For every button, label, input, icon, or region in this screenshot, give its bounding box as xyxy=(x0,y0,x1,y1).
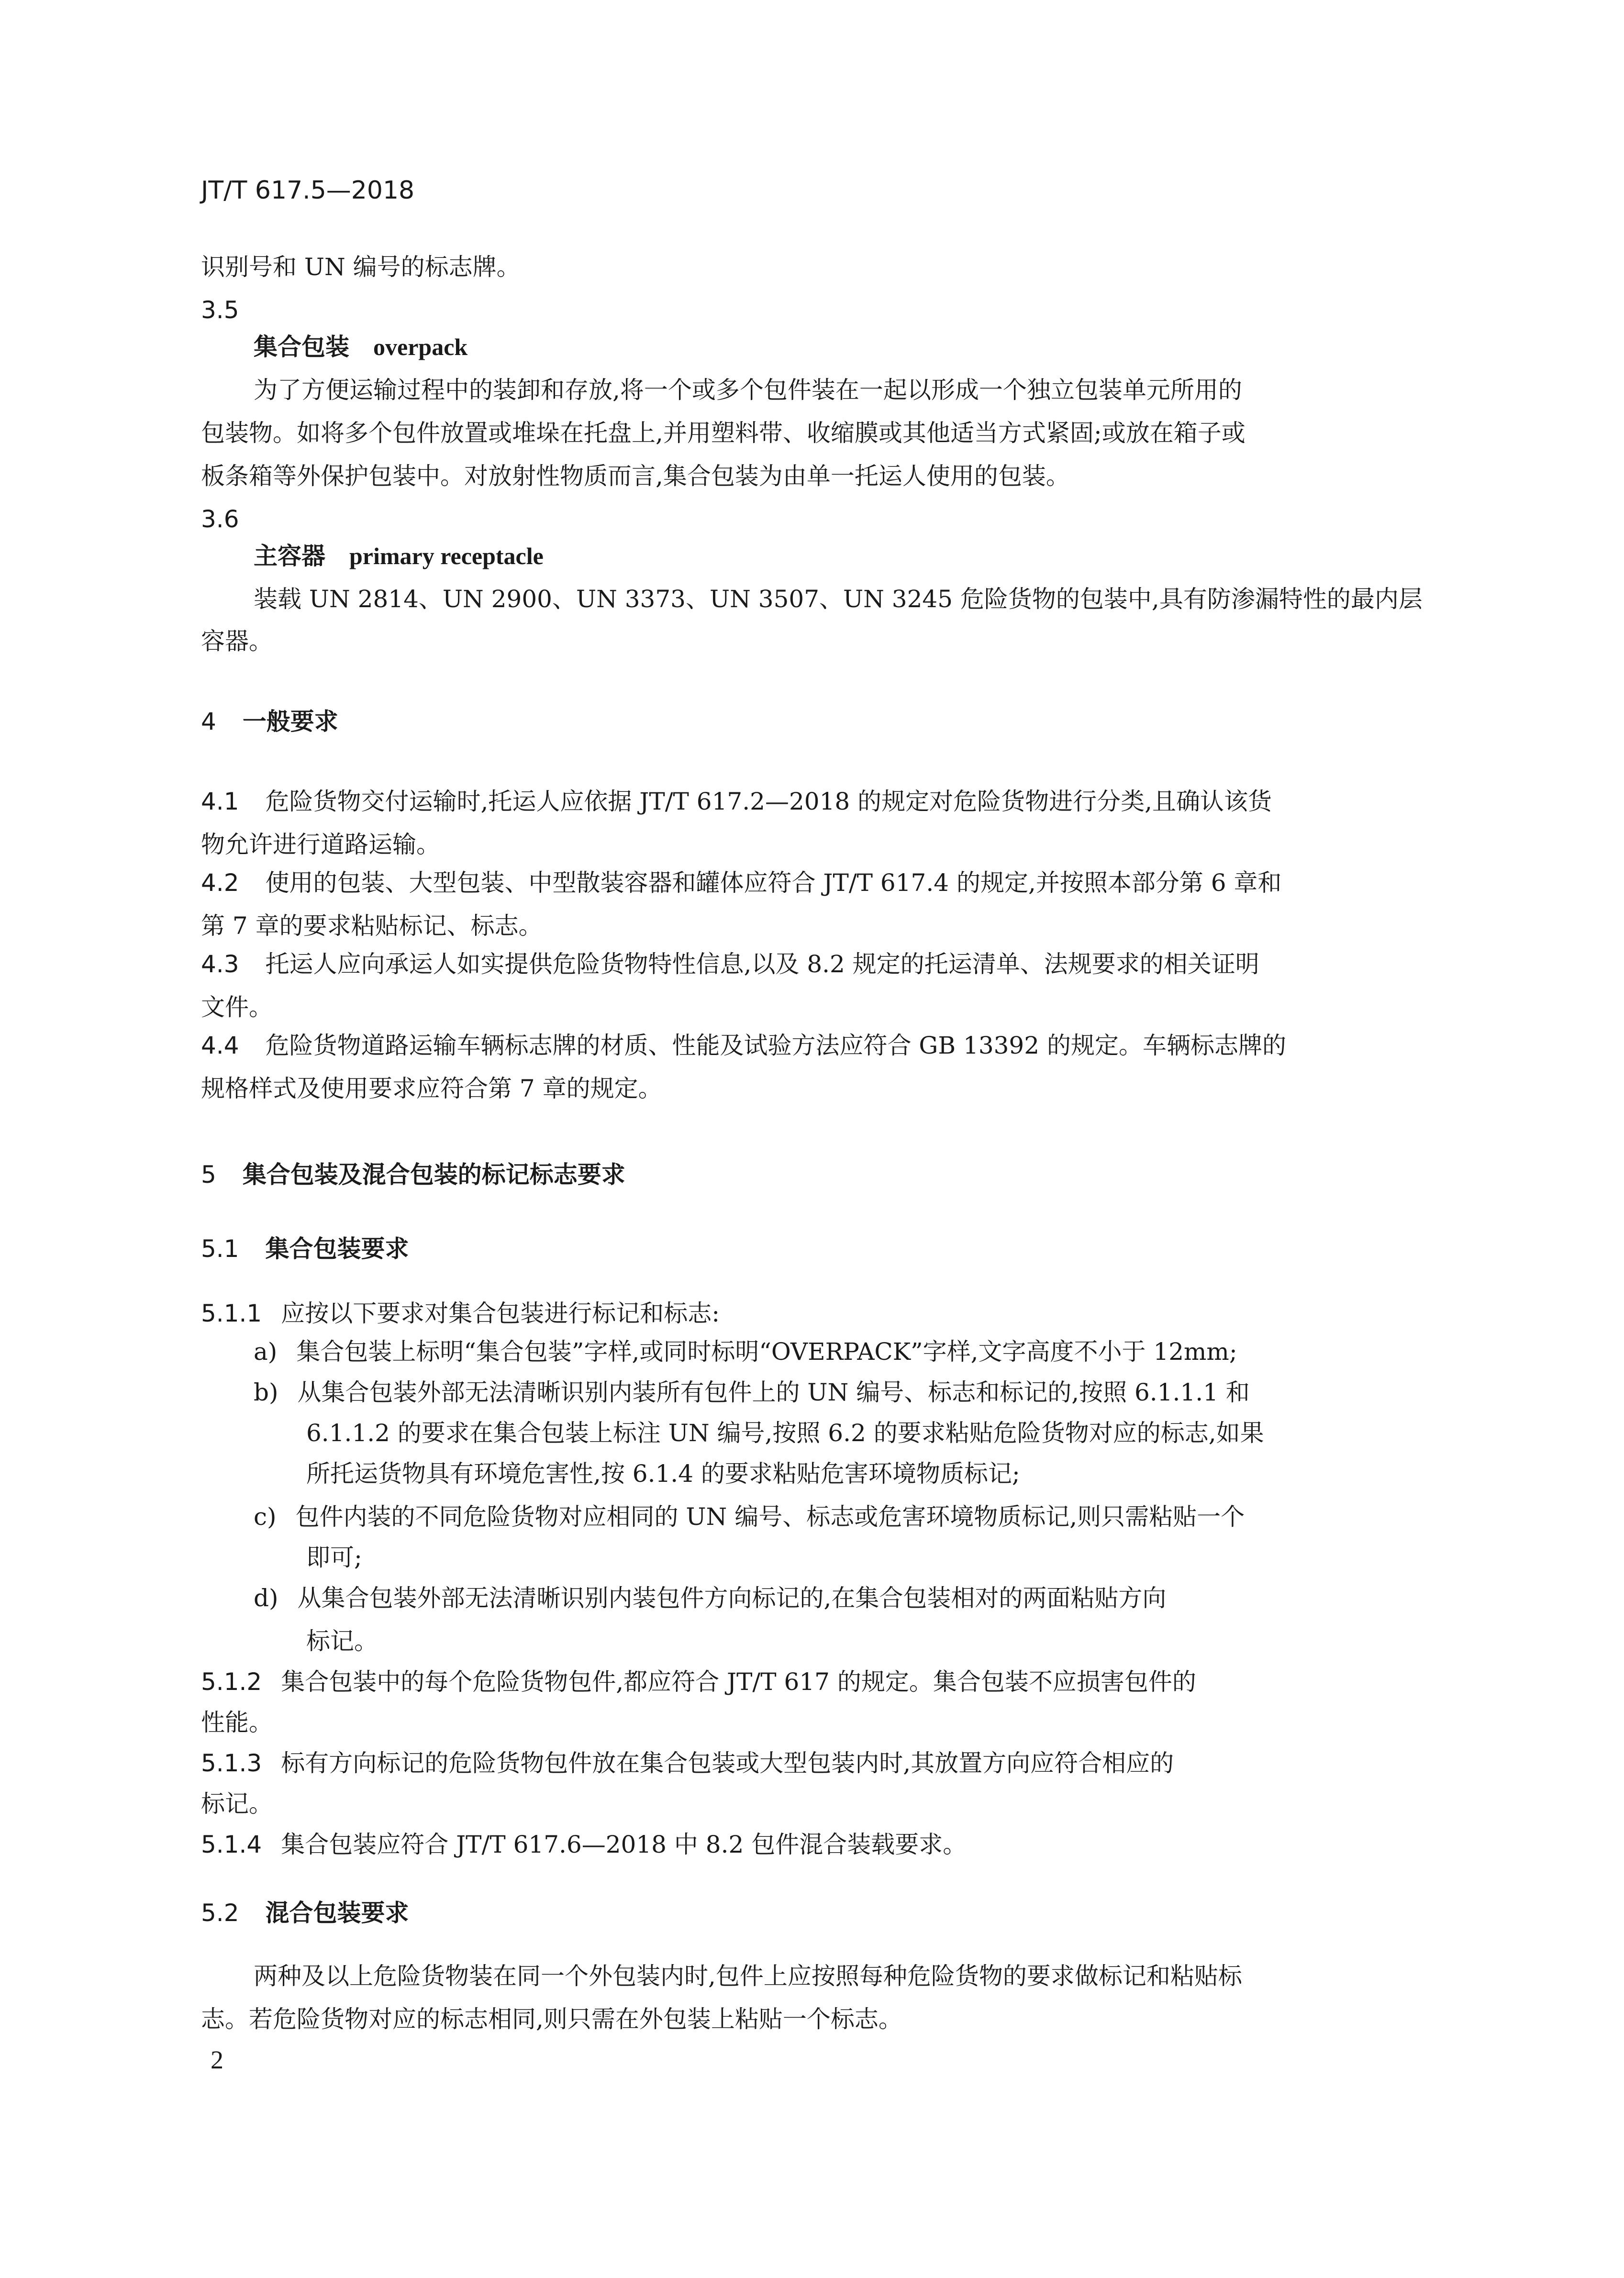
section-title: 集合包装要求 xyxy=(265,1235,409,1263)
paragraph-line: 志。若危险货物对应的标志相同,则只需在外包装上粘贴一个标志。 xyxy=(201,2005,902,2033)
clause-number: 3.6 xyxy=(201,505,239,533)
clause-line xyxy=(201,868,1281,897)
clause-text: 物允许进行道路运输。 xyxy=(201,831,440,858)
term-heading xyxy=(254,542,544,570)
clause-text: 集合包装应符合 JT/T 617.6—2018 中 8.2 包件混合装载要求。 xyxy=(281,1831,967,1858)
list-text: 即可; xyxy=(306,1544,362,1571)
clause-line xyxy=(201,1749,1174,1778)
standard-code-header: JT/T 617.5—2018 xyxy=(201,176,415,205)
term-chinese: 主容器 xyxy=(254,542,325,570)
list-item xyxy=(254,1584,1166,1612)
definition-line: 板条箱等外保护包装中。对放射性物质而言,集合包装为由单一托运人使用的包装。 xyxy=(201,462,1070,490)
list-marker: c) xyxy=(254,1503,277,1531)
list-item xyxy=(254,1502,1245,1531)
section-number: 5.2 xyxy=(201,1899,239,1927)
text-line: 识别号和 UN 编号的标志牌。 xyxy=(201,253,521,281)
clause-number: 5.1.1 xyxy=(201,1300,262,1327)
clause-text: 第 7 章的要求粘贴标记、标志。 xyxy=(201,912,543,940)
clause-number: 4.3 xyxy=(201,950,239,978)
clause-text: 集合包装中的每个危险货物包件,都应符合 JT/T 617 的规定。集合包装不应损害包件的 xyxy=(281,1668,1196,1696)
clause-line xyxy=(201,1830,967,1859)
list-marker: b) xyxy=(254,1378,278,1406)
list-marker: d) xyxy=(254,1584,278,1612)
list-text: 从集合包装外部无法清晰识别内装包件方向标记的,在集合包装相对的两面粘贴方向 xyxy=(297,1584,1167,1612)
clause-number: 4.2 xyxy=(201,869,239,897)
clause-number: 5.1.3 xyxy=(201,1749,262,1777)
subsection-heading xyxy=(201,1899,409,1927)
list-text: 标记。 xyxy=(306,1627,378,1655)
clause-text: 危险货物道路运输车辆标志牌的材质、性能及试验方法应符合 GB 13392 的规定。车辆标志牌的 xyxy=(265,1032,1286,1059)
section-heading xyxy=(201,707,338,736)
page-number: 2 xyxy=(211,2045,223,2074)
clause-text: 危险货物交付运输时,托运人应依据 JT/T 617.2—2018 的规定对危险货物进行分类,且确认该货 xyxy=(265,788,1272,815)
clause-text: 性能。 xyxy=(201,1709,273,1736)
clause-number: 5.1.2 xyxy=(201,1668,262,1696)
list-text: 6.1.1.2 的要求在集合包装上标注 UN 编号,按照 6.2 的要求粘贴危险货物对应的标志,如果 xyxy=(306,1419,1264,1447)
definition-line: 装载 UN 2814、UN 2900、UN 3373、UN 3507、UN 3245 危险货物的包装中,具有防渗漏特性的最内层 xyxy=(254,585,1423,613)
list-item xyxy=(254,1337,1237,1366)
term-chinese: 集合包装 xyxy=(254,333,349,361)
list-text: 所托运货物具有环境危害性,按 6.1.4 的要求粘贴危害环境物质标记; xyxy=(306,1460,1020,1488)
term-heading xyxy=(254,333,467,361)
clause-text: 标记。 xyxy=(201,1790,273,1818)
term-english: overpack xyxy=(373,333,468,360)
clause-number: 3.5 xyxy=(201,296,239,324)
clause-line xyxy=(201,787,1272,816)
section-number: 5 xyxy=(201,1161,216,1189)
clause-number: 5.1.4 xyxy=(201,1831,262,1858)
clause-text: 标有方向标记的危险货物包件放在集合包装或大型包装内时,其放置方向应符合相应的 xyxy=(281,1749,1174,1777)
definition-line: 包装物。如将多个包件放置或堆垛在托盘上,并用塑料带、收缩膜或其他适当方式紧固;或放在箱子或 xyxy=(201,419,1246,447)
list-text: 从集合包装外部无法清晰识别内装所有包件上的 UN 编号、标志和标记的,按照 6.1.1.1 和 xyxy=(297,1378,1250,1406)
clause-line xyxy=(201,1031,1286,1060)
clause-text: 文件。 xyxy=(201,993,273,1021)
clause-number: 4.1 xyxy=(201,788,239,815)
paragraph-line: 两种及以上危险货物装在同一个外包装内时,包件上应按照每种危险货物的要求做标记和粘贴标 xyxy=(254,1962,1242,1990)
subsection-heading xyxy=(201,1234,409,1263)
list-marker: a) xyxy=(254,1338,278,1366)
clause-line xyxy=(201,1299,720,1328)
definition-line: 为了方便运输过程中的装卸和存放,将一个或多个包件装在一起以形成一个独立包装单元所用的 xyxy=(254,376,1242,404)
clause-number: 4.4 xyxy=(201,1032,239,1059)
clause-line xyxy=(201,1667,1196,1696)
section-title: 集合包装及混合包装的标记标志要求 xyxy=(242,1161,625,1189)
section-title: 一般要求 xyxy=(242,708,338,735)
clause-text: 应按以下要求对集合包装进行标记和标志: xyxy=(281,1300,720,1327)
section-title: 混合包装要求 xyxy=(265,1899,409,1927)
list-text: 集合包装上标明“集合包装”字样,或同时标明“OVERPACK”字样,文字高度不小于 12mm; xyxy=(296,1338,1237,1366)
clause-text: 规格样式及使用要求应符合第 7 章的规定。 xyxy=(201,1075,662,1102)
clause-text: 使用的包装、大型包装、中型散装容器和罐体应符合 JT/T 617.4 的规定,并按照本部分第 6 章和 xyxy=(265,869,1282,897)
list-item xyxy=(254,1378,1250,1407)
section-heading xyxy=(201,1160,625,1189)
clause-text: 托运人应向承运人如实提供危险货物特性信息,以及 8.2 规定的托运清单、法规要求的相关证明 xyxy=(265,950,1259,978)
section-number: 4 xyxy=(201,708,216,735)
definition-line: 容器。 xyxy=(201,627,273,655)
term-english: primary receptacle xyxy=(349,543,544,569)
list-text: 包件内装的不同危险货物对应相同的 UN 编号、标志或危害环境物质标记,则只需粘贴一个 xyxy=(295,1503,1245,1531)
section-number: 5.1 xyxy=(201,1235,239,1263)
clause-line xyxy=(201,950,1259,978)
